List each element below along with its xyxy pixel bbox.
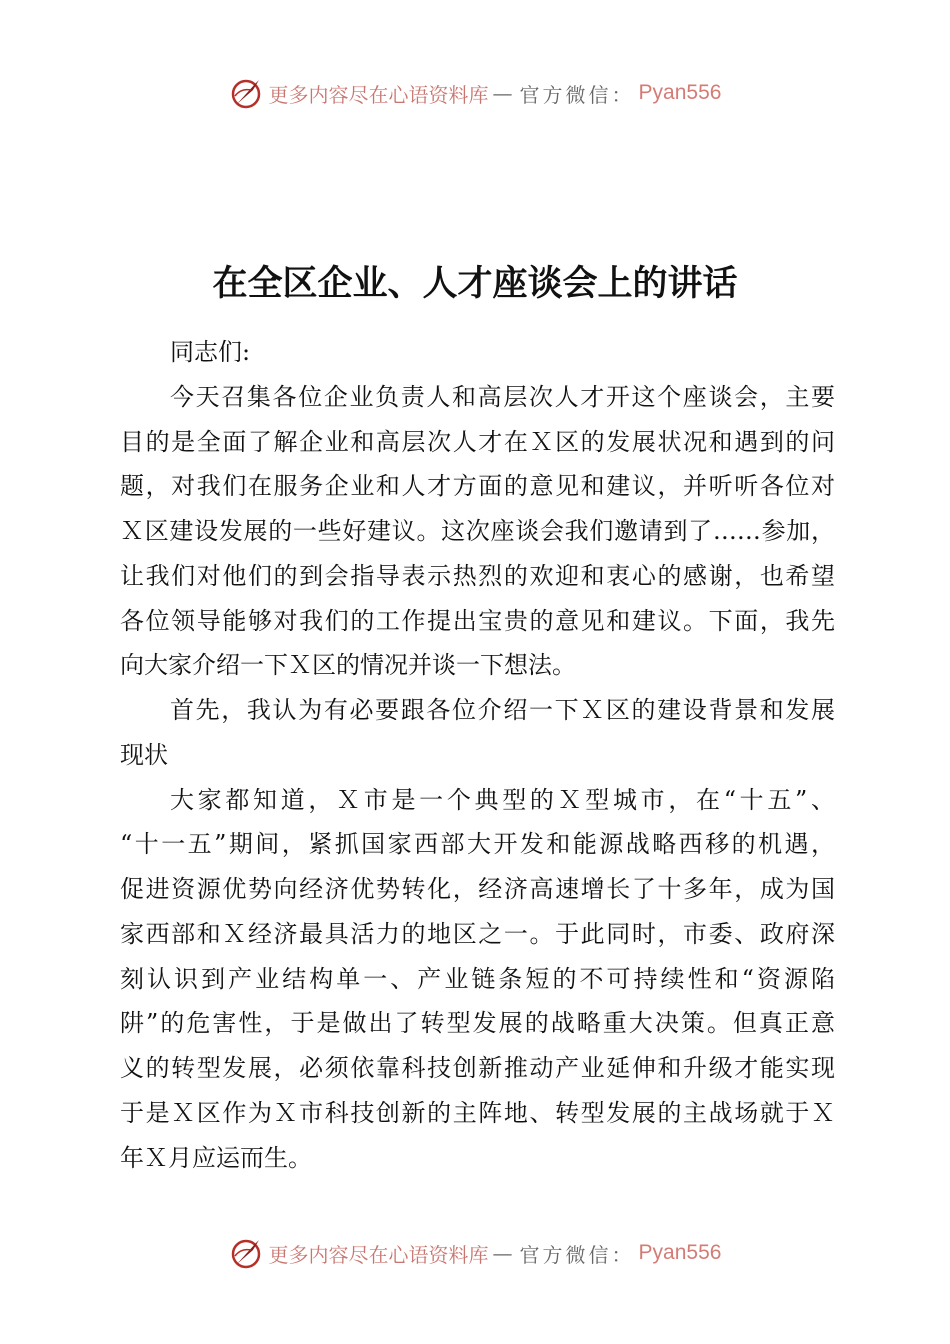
quill-logo-icon: [229, 1236, 263, 1270]
paragraph: [120, 778, 835, 1181]
watermark-dash: —: [492, 1241, 516, 1265]
text-line: 促进资源优势向经济优势转化，经济高速增长了十多年，成为国: [120, 875, 835, 903]
quill-logo-icon: [229, 76, 263, 110]
text-line: 让我们对他们的到会指导表示热烈的欢迎和衷心的感谢，也希望: [120, 561, 835, 590]
text-line: 于是Ｘ区作为Ｘ市科技创新的主阵地、转型发展的主战场就于Ｘ: [120, 1098, 835, 1127]
watermark-wechat-label: 官方微信：: [519, 82, 635, 107]
footer-watermark: [0, 1233, 950, 1273]
text-line: Ｘ区建设发展的一些好建议。这次座谈会我们邀请到了……参加，: [120, 517, 835, 545]
text-line: 阱”的危害性，于是做出了转型发展的战略重大决策。但真正意: [120, 1009, 835, 1038]
watermark-slogan: 更多内容尽在心语资料库: [268, 1242, 489, 1267]
watermark-wechat-id: Pyan556: [638, 81, 722, 104]
text-line: 刻认识到产业结构单一、产业链条短的不可持续性和“资源陷: [120, 964, 835, 993]
paragraph: [120, 375, 835, 688]
text-line: “十一五”期间，紧抓国家西部大开发和能源战略西移的机遇，: [120, 830, 835, 859]
text-line: 首先，我认为有必要跟各位介绍一下Ｘ区的建设背景和发展: [170, 696, 835, 724]
text-line: 年Ｘ月应运而生。: [120, 1143, 312, 1172]
text-line: 义的转型发展，必须依靠科技创新推动产业延伸和升级才能实现: [120, 1054, 835, 1082]
text-line: 家西部和Ｘ经济最具活力的地区之一。于此同时，市委、政府深: [120, 919, 835, 948]
document-title: 在全区企业、人才座谈会上的讲话: [212, 263, 738, 304]
header-watermark: [0, 73, 950, 113]
watermark-wechat-id: Pyan556: [638, 1241, 722, 1264]
text-line: 今天召集各位企业负责人和高层次人才开这个座谈会，主要: [170, 382, 835, 411]
document-body: [120, 330, 835, 1180]
paragraph: [120, 688, 835, 778]
salutation: 同志们:: [170, 338, 251, 366]
watermark-slogan: 更多内容尽在心语资料库: [268, 82, 489, 107]
text-line: 向大家介绍一下Ｘ区的情况并谈一下想法。: [120, 651, 576, 680]
text-line: 各位领导能够对我们的工作提出宝贵的意见和建议。下面，我先: [120, 606, 835, 635]
text-line: 大家都知道，Ｘ市是一个典型的Ｘ型城市，在“十五”、: [170, 785, 835, 814]
text-line: 目的是全面了解企业和高层次人才在Ｘ区的发展状况和遇到的问: [120, 427, 835, 456]
text-line: 现状: [120, 740, 168, 769]
watermark-wechat-label: 官方微信：: [519, 1242, 635, 1267]
watermark-dash: —: [492, 81, 516, 105]
text-line: 题，对我们在服务企业和人才方面的意见和建议，并听听各位对: [120, 472, 835, 501]
